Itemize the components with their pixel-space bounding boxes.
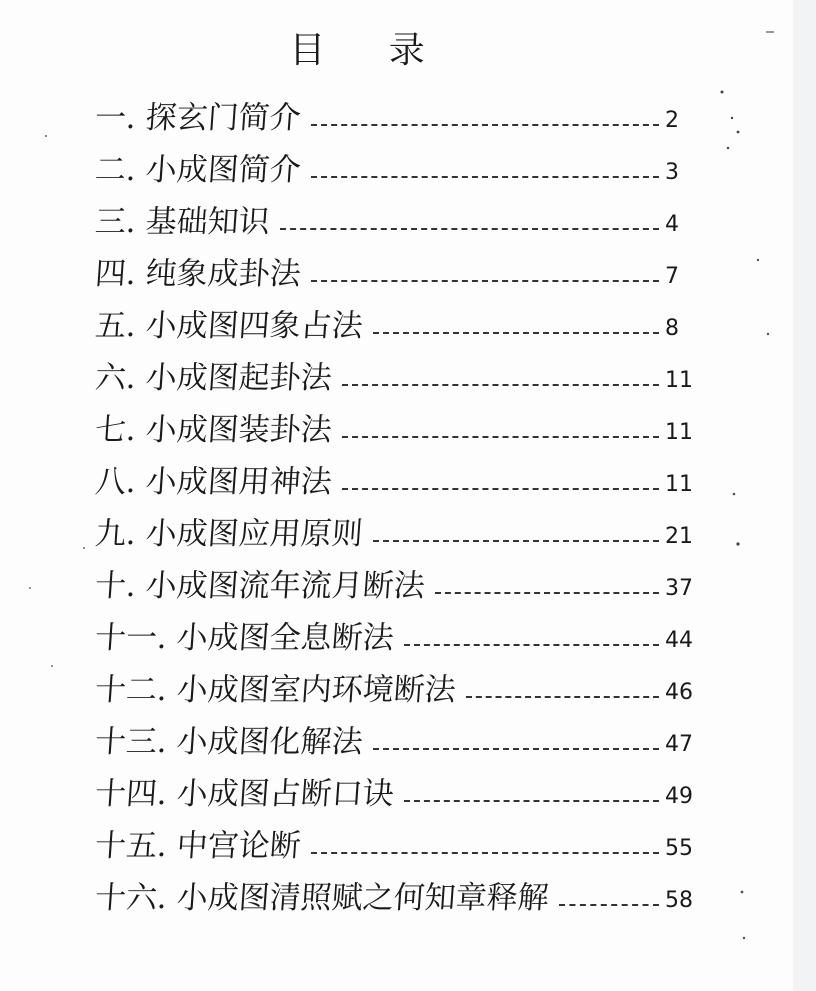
toc-entry-label: 十一. 小成图全息断法 (93, 620, 396, 656)
toc-leader (435, 592, 659, 594)
toc-row (95, 134, 695, 186)
toc-entry-label: 二. 小成图简介 (93, 152, 303, 188)
toc-row (95, 550, 695, 602)
toc-leader (559, 904, 659, 906)
toc-entry-label: 九. 小成图应用原则 (93, 516, 365, 552)
toc-row (95, 290, 695, 342)
toc-leader (342, 488, 659, 490)
toc-page-number: 44 (665, 628, 693, 653)
toc-leader (311, 852, 659, 854)
toc-page-number: 11 (665, 368, 693, 393)
toc-entry-label: 十二. 小成图室内环境断法 (93, 672, 458, 708)
toc-entry-label: 十六. 小成图清照赋之何知章释解 (93, 880, 551, 916)
page-title: 目 录 (289, 30, 451, 71)
toc-entry-label: 六. 小成图起卦法 (93, 360, 334, 396)
toc-entry-label: 十五. 中宫论断 (93, 828, 303, 864)
toc-page-number: 3 (665, 160, 679, 185)
toc-page-number: 58 (665, 888, 693, 913)
toc-page-number: 7 (665, 264, 679, 289)
toc-page-number: 21 (665, 524, 693, 549)
toc-entry-label: 三. 基础知识 (93, 204, 272, 240)
viewer-margin (793, 0, 816, 991)
toc-leader (404, 644, 659, 646)
toc-leader (404, 800, 659, 802)
toc-leader (311, 176, 659, 178)
toc-entry-label: 五. 小成图四象占法 (93, 308, 365, 344)
toc-row (95, 758, 695, 810)
toc-row (95, 862, 695, 914)
toc-row (95, 342, 695, 394)
toc-page-number: 49 (665, 784, 693, 809)
toc-row (95, 602, 695, 654)
toc-row (95, 82, 695, 134)
toc-row (95, 186, 695, 238)
toc-row (95, 446, 695, 498)
toc-row (95, 498, 695, 550)
toc-page-number: 8 (665, 316, 679, 341)
toc-row (95, 706, 695, 758)
toc-leader (373, 748, 659, 750)
toc-page-number: 47 (665, 732, 693, 757)
toc-page-number: 46 (665, 680, 693, 705)
toc-page-number: 55 (665, 836, 693, 861)
toc-leader (373, 540, 659, 542)
table-of-contents (95, 82, 695, 914)
toc-leader (280, 228, 659, 230)
toc-row (95, 654, 695, 706)
toc-entry-label: 十三. 小成图化解法 (93, 724, 365, 760)
toc-leader (342, 384, 659, 386)
toc-page-number: 2 (665, 108, 679, 133)
toc-entry-label: 八. 小成图用神法 (93, 464, 334, 500)
toc-entry-label: 一. 探玄门简介 (93, 100, 303, 136)
toc-page-number: 37 (665, 576, 693, 601)
toc-row (95, 394, 695, 446)
toc-page-number: 11 (665, 420, 693, 445)
toc-leader (311, 280, 659, 282)
toc-leader (466, 696, 659, 698)
toc-row (95, 238, 695, 290)
toc-leader (342, 436, 659, 438)
toc-entry-label: 十. 小成图流年流月断法 (93, 568, 427, 604)
toc-leader (311, 124, 659, 126)
toc-page-number: 11 (665, 472, 693, 497)
toc-row (95, 810, 695, 862)
toc-entry-label: 十四. 小成图占断口诀 (93, 776, 396, 812)
toc-entry-label: 七. 小成图装卦法 (93, 412, 334, 448)
toc-leader (373, 332, 659, 334)
toc-page-number: 4 (665, 212, 679, 237)
toc-entry-label: 四. 纯象成卦法 (93, 256, 303, 292)
